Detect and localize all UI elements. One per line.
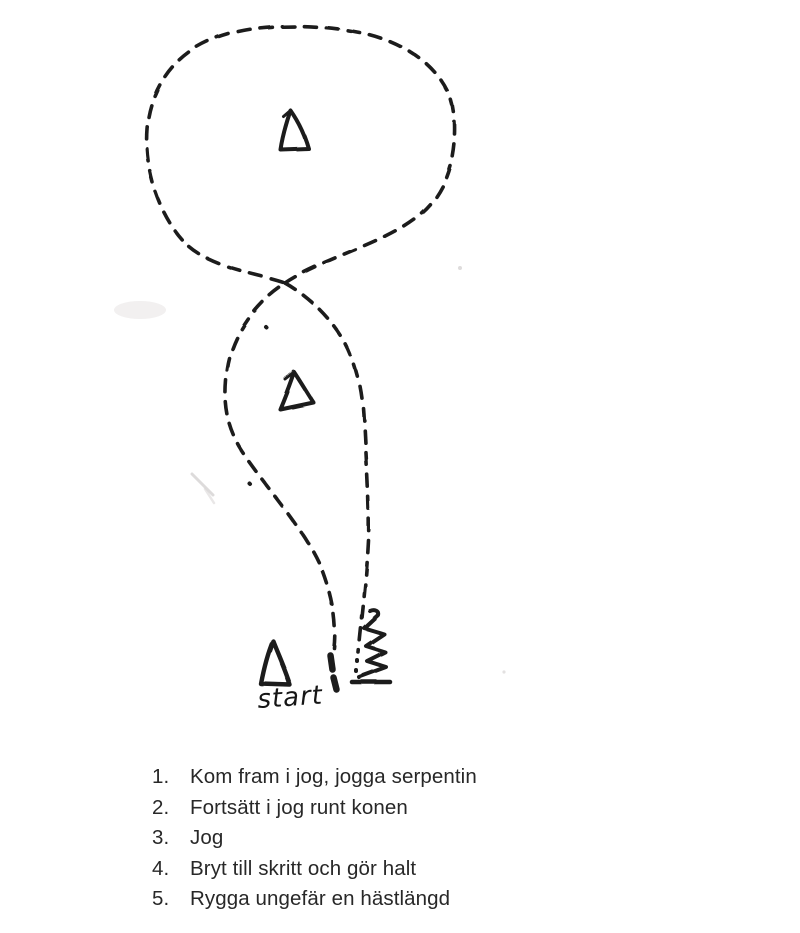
cones: [261, 111, 313, 685]
instruction-number: 3.: [152, 826, 170, 850]
instruction-text: Rygga ungefär en hästlängd: [190, 887, 451, 911]
instruction-text: Kom fram i jog, jogga serpentin: [190, 765, 477, 788]
instruction-item: [152, 823, 672, 854]
smudge-mark: [502, 670, 505, 673]
smudge-mark: [192, 474, 213, 495]
instruction-text: Jog: [190, 826, 224, 850]
instruction-item: [152, 854, 672, 885]
instruction-text: Bryt till skritt och gör halt: [190, 856, 417, 880]
start-line-marks: [330, 655, 336, 689]
scan-smudges: [114, 266, 506, 674]
instruction-number: 1.: [152, 765, 170, 788]
start-dash: [333, 677, 336, 689]
instruction-item: [152, 793, 672, 824]
ink-dot: [265, 326, 266, 327]
instruction-number: 5.: [152, 887, 170, 911]
instruction-item: [152, 884, 672, 915]
course-path-halt-leg: [285, 283, 368, 652]
start-label: start: [256, 680, 324, 715]
instruction-number: 4.: [152, 856, 170, 880]
instruction-list: [152, 762, 672, 915]
course-path: [147, 26, 455, 652]
course-path-top-loop: [147, 26, 455, 283]
start-dash: [330, 655, 332, 669]
instruction-number: 2.: [152, 795, 170, 819]
ink-dots: [250, 326, 357, 671]
instruction-item: [152, 762, 672, 793]
smudge-mark: [114, 301, 166, 319]
course-path-start-leg: [225, 283, 335, 648]
ink-dot: [250, 484, 251, 485]
smudge-mark: [458, 266, 462, 270]
cone-start-icon: [261, 641, 290, 685]
instruction-text: Fortsätt i jog runt konen: [190, 795, 408, 819]
